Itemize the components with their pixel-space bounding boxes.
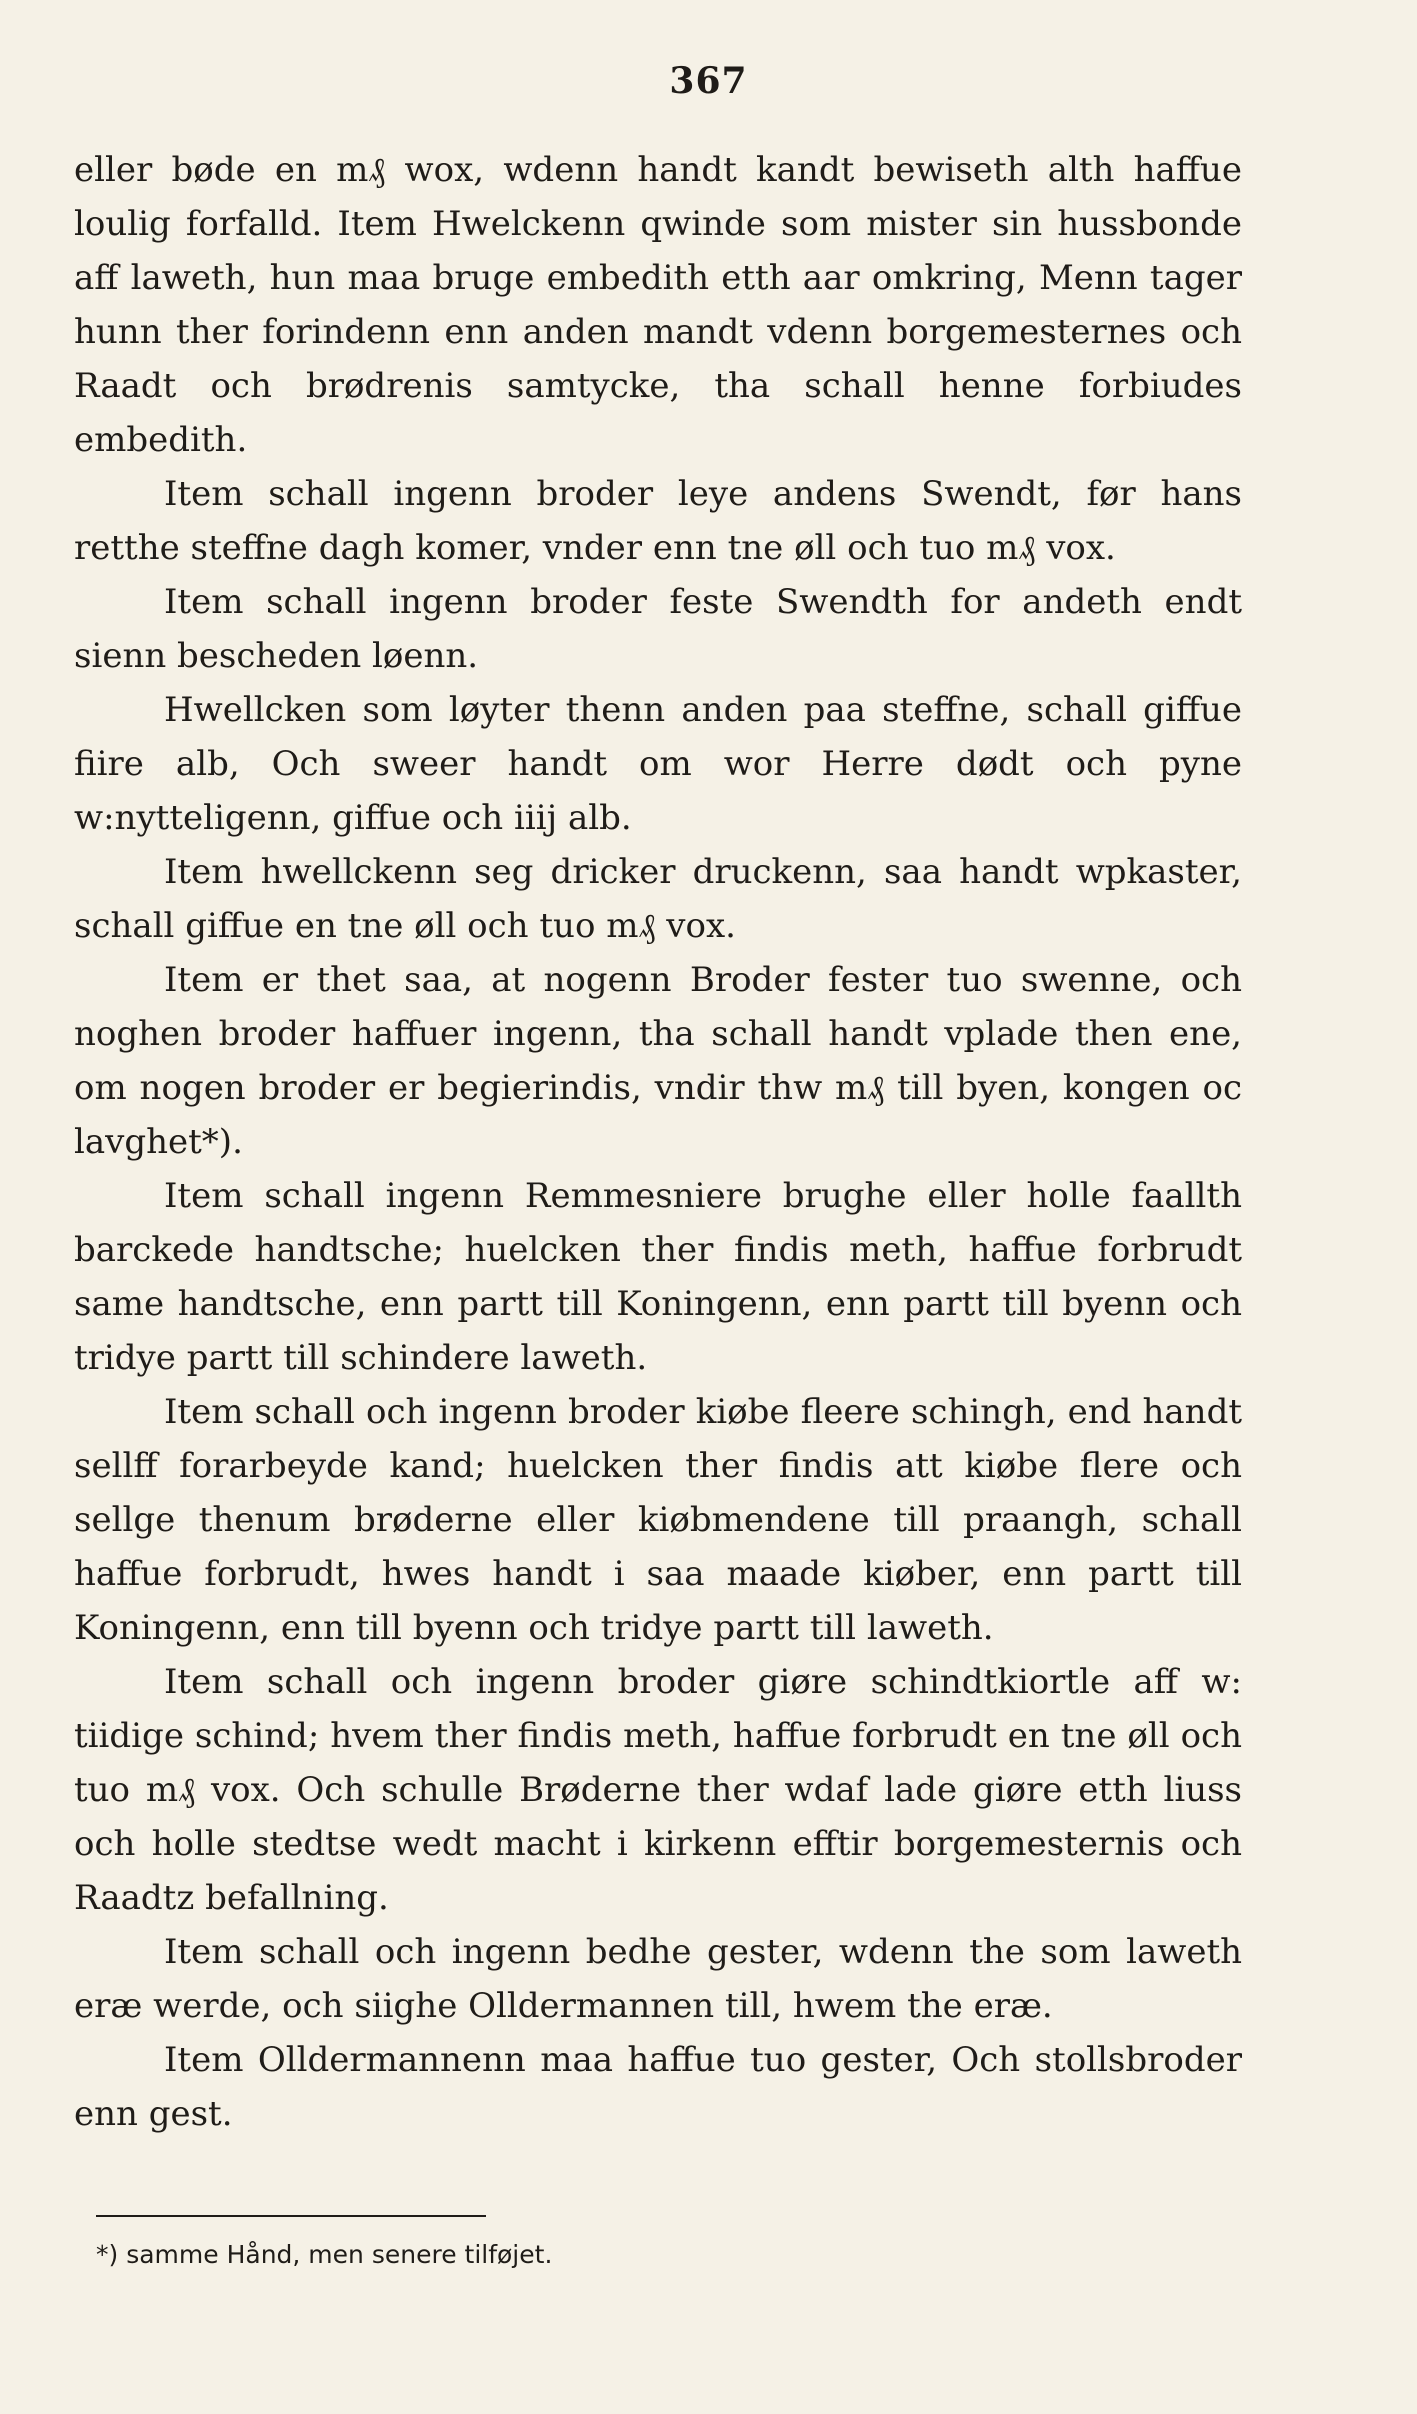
footnote: *) samme Hånd, men senere tilføjet.: [96, 2240, 553, 2269]
body-text: [74, 143, 1242, 2141]
paragraph: Item er thet saa, at nogenn Broder fester tuo swenne, och noghen broder haffuer ingenn, tha schall handt vplade then ene, om nogen broder er begierindis, vndir thw m₰ till byen, kongen oc lavghet*).: [74, 960, 1242, 1162]
paragraph: eller bøde en m₰ wox, wdenn handt kandt bewiseth alth haffue loulig forfalld. Item Hwelckenn qwinde som mister sin hussbonde aff laweth, hun maa bruge embedith etth aar omkring, Menn tager hunn ther forindenn enn anden mandt vdenn borgemesternes och Raadt och brødrenis samtycke, tha schall henne forbiudes embedith.: [74, 150, 1242, 460]
paragraph: Item schall och ingenn bedhe gester, wdenn the som laweth eræ werde, och siighe Olldermannen till, hwem the eræ.: [74, 1932, 1242, 2026]
page-number: 367: [669, 60, 748, 102]
paragraph: Item schall ingenn broder leye andens Swendt, før hans retthe steffne dagh komer, vnder enn tne øll och tuo m₰ vox.: [74, 474, 1242, 568]
paragraph: Item schall och ingenn broder giøre schindtkiortle aff w: tiidige schind; hvem ther findis meth, haffue forbrudt en tne øll och tuo m₰ vox. Och schulle Brøderne ther wdaf lade giøre etth liuss och holle stedtse wedt macht i kirkenn efftir borgemesternis och Raadtz befallning.: [74, 1662, 1242, 1918]
paragraph: Item Olldermannenn maa haffue tuo gester, Och stollsbroder enn gest.: [74, 2040, 1242, 2134]
paragraph: Item hwellckenn seg dricker druckenn, saa handt wpkaster, schall giffue en tne øll och tuo m₰ vox.: [74, 852, 1242, 946]
paragraph: Hwellcken som løyter thenn anden paa steffne, schall giffue fiire alb, Och sweer handt om wor Herre dødt och pyne w:nytteligenn, giffue och iiij alb.: [74, 690, 1242, 838]
footnote-divider: [96, 2215, 486, 2217]
paragraph: Item schall och ingenn broder kiøbe fleere schingh, end handt sellff forarbeyde kand; huelcken ther findis att kiøbe flere och sellge thenum brøderne eller kiøbmendene till praangh, schall haffue forbrudt, hwes handt i saa maade kiøber, enn partt till Koningenn, enn till byenn och tridye partt till laweth.: [74, 1392, 1242, 1648]
paragraph: Item schall ingenn broder feste Swendth for andeth endt sienn bescheden løenn.: [74, 582, 1242, 676]
paragraph: Item schall ingenn Remmesniere brughe eller holle faallth barckede handtsche; huelcken ther findis meth, haffue forbrudt same handtsche, enn partt till Koningenn, enn partt till byenn och tridye partt till schindere laweth.: [74, 1176, 1242, 1378]
